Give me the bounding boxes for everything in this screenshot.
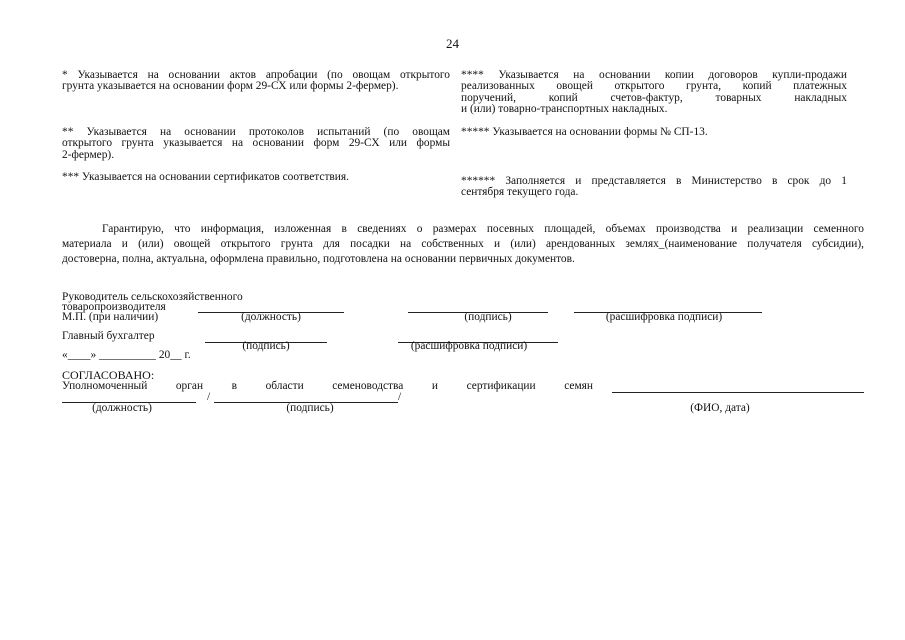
guarantee-line: материала и (или) овощей открытого грунта для посадки на собственных и (или) арендованных землях_(наименование получателя субсидии), — [62, 238, 864, 250]
footnote-4 — [461, 70, 847, 116]
footnote-line: поручений, копий счетов-фактур, товарных накладных — [461, 91, 847, 104]
accountant-decryption-label: (расшифровка подписи) — [410, 340, 528, 352]
slash-separator: / — [398, 391, 402, 403]
authority-position-label: (должность) — [92, 402, 152, 414]
chief-accountant-title: Главный бухгалтер — [62, 330, 155, 342]
authority-fio-line[interactable] — [612, 392, 864, 393]
authority-word: и — [431, 380, 438, 392]
footnote-line: грунта указывается на основании форм 29-СХ или формы 2-фермер). — [62, 80, 399, 93]
footnote-1 — [62, 70, 450, 93]
authority-line — [62, 381, 593, 392]
authority-word: семеноводства — [332, 380, 404, 392]
slash-separator: / — [207, 391, 211, 403]
footnote-5 — [461, 127, 847, 138]
footnote-line: 2-фермер). — [62, 148, 115, 161]
authority-word: в — [231, 380, 238, 392]
agreed-heading: СОГЛАСОВАНО: — [62, 368, 155, 382]
authority-fio-date-label: (ФИО, дата) — [690, 402, 750, 414]
footnote-line: реализованных овощей открытого грунта, копий платежных — [461, 80, 847, 93]
head-signature-label: (подпись) — [464, 311, 512, 323]
authority-word: семян — [564, 380, 593, 392]
footnote-line: * Указывается на основании актов апробации (по овощам открытого — [62, 69, 450, 81]
date-line[interactable]: «____» __________ 20__ г. — [62, 349, 191, 361]
footnote-3 — [62, 172, 450, 183]
page-number: 24 — [446, 36, 459, 51]
footnote-2 — [62, 127, 450, 161]
head-position-label: (должность) — [241, 311, 301, 323]
footnote-6 — [461, 176, 847, 199]
authority-word: орган — [175, 380, 204, 392]
head-decryption-label: (расшифровка подписи) — [605, 311, 723, 323]
guarantee-line: Гарантирую, что информация, изложенная в сведениях о размерах посевных площадей, объемах производства и реализации семенного — [102, 223, 864, 235]
authority-word: области — [265, 380, 304, 392]
stamp-note: М.П. (при наличии) — [62, 311, 159, 323]
authority-word: Уполномоченный — [62, 380, 148, 392]
authority-signature-label: (подпись) — [286, 402, 334, 414]
head-title-continued: товаропроизводителя — [62, 301, 166, 313]
footnote-line: **** Указывается на основании копии договоров купли-продажи — [461, 69, 847, 81]
footnote-line: и (или) товарно-транспортных накладных. — [461, 103, 668, 116]
accountant-signature-label: (подпись) — [242, 340, 290, 352]
authority-word: сертификации — [466, 380, 536, 392]
footnote-line: сентября текущего года. — [461, 186, 579, 199]
footnote-line: *** Указывается на основании сертификатов соответствия. — [62, 171, 349, 183]
guarantee-line: достоверна, полна, актуальна, оформлена правильно, подготовлена на основании первичных документов. — [62, 253, 575, 265]
footnote-line: ***** Указывается на основании формы № СП-13. — [461, 126, 708, 138]
guarantee-paragraph — [62, 222, 864, 267]
head-title: Руководитель сельскохозяйственного — [62, 291, 243, 303]
footnote-line: ****** Заполняется и представляется в Министерство в срок до 1 — [461, 175, 847, 187]
footnote-line: открытого грунта указывается на основании форм 29-СХ или формы — [62, 137, 450, 150]
footnote-line: ** Указывается на основании протоколов испытаний (по овощам — [62, 126, 450, 138]
